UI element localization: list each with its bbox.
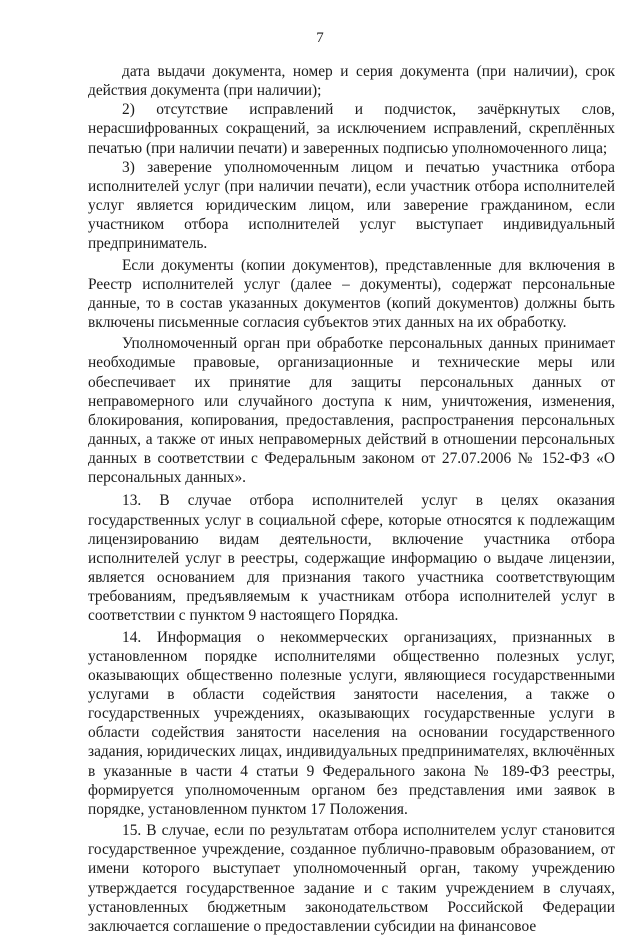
paragraph-item-3: 3) заверение уполномоченным лицом и печатью участника отбора исполнителей услуг (при наличии печати), если участник отбора исполнителей услуг является юридическим лицом, или заверение гражданином, если участником отбора исполнителей услуг выступает индивидуальный предприниматель. <box>88 158 615 253</box>
paragraph-section-15: 15. В случае, если по результатам отбора исполнителем услуг становится государственное учреждение, созданное публично-правовым образованием, от имени которого выступает уполномоченный орган, такому учреждению утверждается государственное задание и с таким учреждением в случаях, установленных бюджетным законодательством Российской Федерации заключается соглашение о предоставлении субсидии на финансовое <box>88 822 615 935</box>
paragraph-personal-data-protection: Уполномоченный орган при обработке персональных данных принимает необходимые правовые, организационные и технические меры или обеспечивает их принятие для защиты персональных данных от неправомерного или случайного доступа к ним, уничтожения, изменения, блокирования, копирования, предоставления, распространения персональных данных, а также от иных неправомерных действий в отношении персональных данных в соответствии с Федеральным законом от 27.07.2006 № 152-ФЗ «О персональных данных». <box>88 335 615 487</box>
document-body <box>88 62 615 936</box>
page-number: 7 <box>316 30 324 46</box>
paragraph-section-14: 14. Информация о некоммерческих организациях, признанных в установленном порядке исполнителями общественно полезных услуг, оказывающих общественно полезные услуги, являющиеся государственными услугами в области содействия занятости населения, а также о государственных учреждениях, оказывающих государственные услуги в области содействия занятости населения на основании государственного задания, юридических лицах, индивидуальных предпринимателях, включённых в указанные в части 4 статьи 9 Федерального закона № 189-ФЗ реестры, формируется уполномоченным органом без представления ими заявок в порядке, установленном пунктом 17 Положения. <box>88 628 615 818</box>
paragraph-personal-data-consent: Если документы (копии документов), представленные для включения в Реестр исполнителей услуг (далее – документы), содержат персональные данные, то в состав указанных документов (копий документов) должны быть включены письменные согласия субъектов этих данных на их обработку. <box>88 256 615 332</box>
paragraph-item-2: 2) отсутствие исправлений и подчисток, зачёркнутых слов, нерасшифрованных сокращений, за исключением исправлений, скреплённых печатью (при наличии печати) и заверенных подписью уполномоченного лица; <box>88 101 615 157</box>
paragraph-section-13: 13. В случае отбора исполнителей услуг в целях оказания государственных услуг в социальной сфере, которые относятся к подлежащим лицензированию видам деятельности, включение участника отбора исполнителей услуг в реестры, содержащие информацию о выдаче лицензии, является основанием для признания такого участника соответствующим требованиям, предъявляемым к участникам отбора исполнителей услуг в соответствии с пунктом 9 настоящего Порядка. <box>88 492 615 625</box>
paragraph-continuation: дата выдачи документа, номер и серия документа (при наличии), срок действия документа (при наличии); <box>88 63 615 100</box>
